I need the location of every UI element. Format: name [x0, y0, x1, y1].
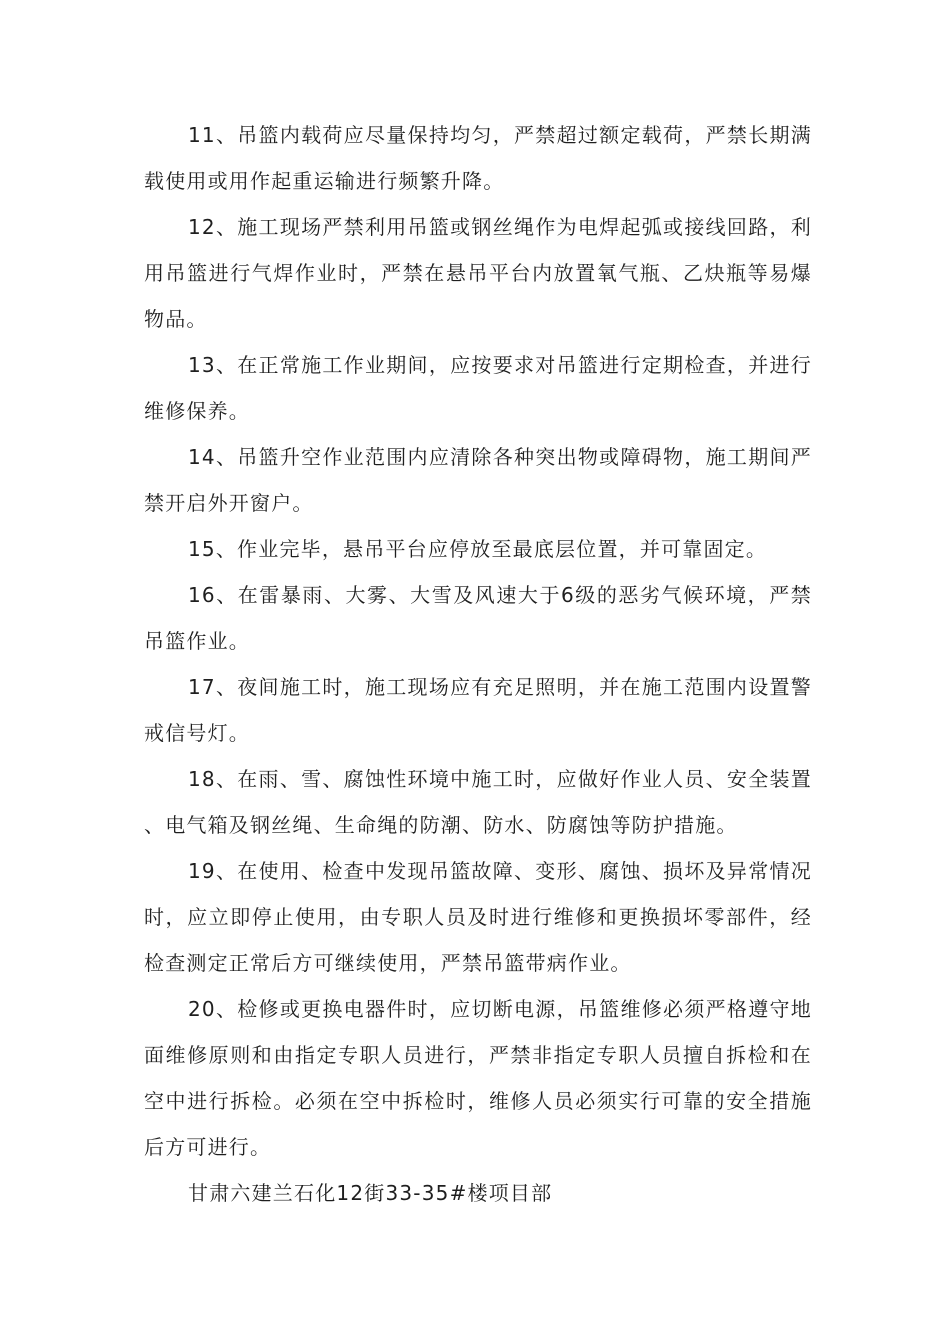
paragraph-16: 16、在雷暴雨、大雾、大雪及风速大于6级的恶劣气候环境，严禁吊篮作业。 — [144, 583, 812, 653]
document-body — [144, 112, 812, 1216]
project-department-signature: 甘肃六建兰石化12街33-35#楼项目部 — [188, 1181, 553, 1205]
paragraph-11: 11、吊篮内载荷应尽量保持均匀，严禁超过额定载荷，严禁长期满载使用或用作起重运输进行频繁升降。 — [144, 123, 812, 193]
paragraph-18: 18、在雨、雪、腐蚀性环境中施工时，应做好作业人员、安全装置、电气箱及钢丝绳、生命绳的防潮、防水、防腐蚀等防护措施。 — [144, 767, 812, 837]
paragraph-13: 13、在正常施工作业期间，应按要求对吊篮进行定期检查，并进行维修保养。 — [144, 353, 812, 423]
paragraph-15: 15、作业完毕，悬吊平台应停放至最底层位置，并可靠固定。 — [188, 537, 768, 561]
paragraph-14: 14、吊篮升空作业范围内应清除各种突出物或障碍物，施工期间严禁开启外开窗户。 — [144, 445, 812, 515]
paragraph-19: 19、在使用、检查中发现吊篮故障、变形、腐蚀、损坏及异常情况时，应立即停止使用，由专职人员及时进行维修和更换损坏零部件，经检查测定正常后方可继续使用，严禁吊篮带病作业。 — [144, 859, 812, 975]
paragraph-20: 20、检修或更换电器件时，应切断电源，吊篮维修必须严格遵守地面维修原则和由指定专职人员进行，严禁非指定专职人员擅自拆检和在空中进行拆检。必须在空中拆检时，维修人员必须实行可靠的安全措施后方可进行。 — [144, 997, 812, 1159]
paragraph-12: 12、施工现场严禁利用吊篮或钢丝绳作为电焊起弧或接线回路，利用吊篮进行气焊作业时，严禁在悬吊平台内放置氧气瓶、乙炔瓶等易爆物品。 — [144, 215, 812, 331]
paragraph-17: 17、夜间施工时，施工现场应有充足照明，并在施工范围内设置警戒信号灯。 — [144, 675, 812, 745]
